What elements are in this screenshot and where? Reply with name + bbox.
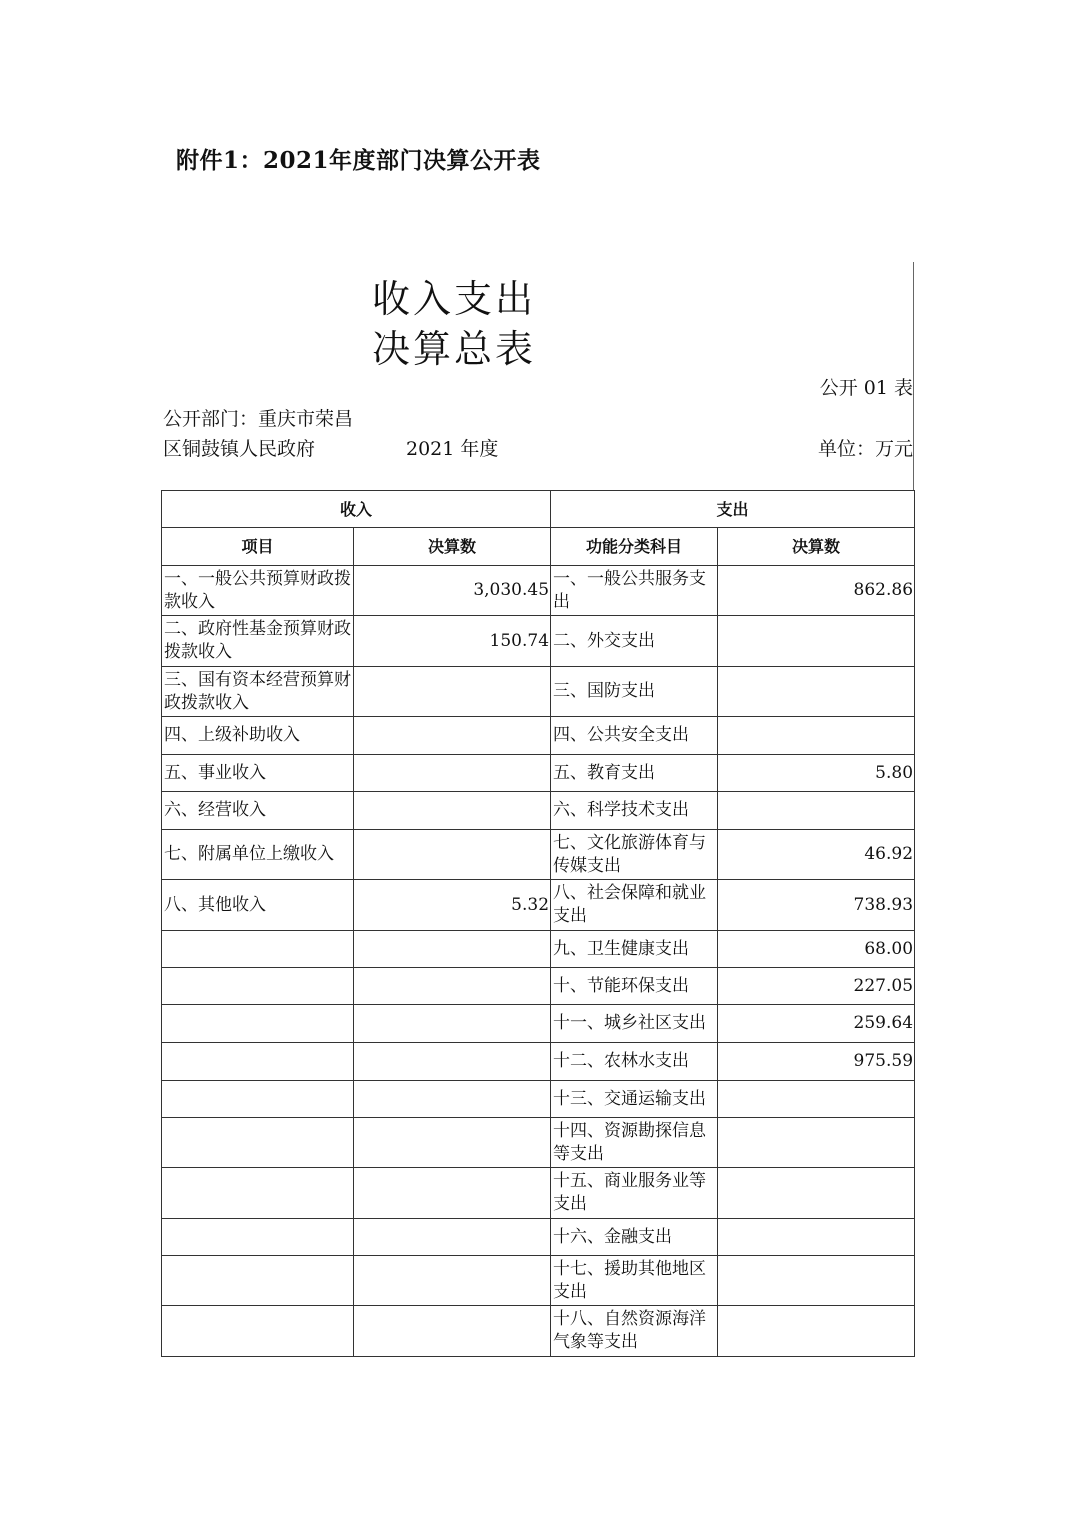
expense-item-cell: 十六、金融支出	[551, 1219, 718, 1256]
income-amount-cell	[354, 1168, 551, 1219]
table-row	[162, 931, 915, 968]
income-amount-cell	[354, 755, 551, 792]
expense-item-cell: 十五、商业服务业等支出	[551, 1168, 718, 1219]
expense-item-cell: 十七、援助其他地区支出	[551, 1256, 718, 1306]
income-amount-cell: 5.32	[354, 880, 551, 931]
table-title-line1: 收入支出	[372, 277, 537, 321]
expense-item-cell: 十一、城乡社区支出	[551, 1005, 718, 1043]
year-label: 2021 年度	[406, 438, 499, 460]
expense-amount-cell: 68.00	[718, 931, 915, 968]
department-label: 公开部门：重庆市荣昌区铜鼓镇人民政府	[163, 408, 354, 460]
expense-item-cell: 十二、农林水支出	[551, 1043, 718, 1081]
expense-amount-cell	[718, 1118, 915, 1168]
table-row	[162, 667, 915, 717]
expense-amount-cell: 738.93	[718, 880, 915, 931]
income-header: 收入	[162, 491, 551, 528]
income-item-cell: 一、一般公共预算财政拨款收入	[162, 566, 354, 616]
expense-amount-cell	[718, 1306, 915, 1357]
category-header: 功能分类科目	[551, 528, 718, 566]
expense-item-cell: 十八、自然资源海洋气象等支出	[551, 1306, 718, 1357]
income-item-cell	[162, 1168, 354, 1219]
amount-header: 决算数	[354, 528, 551, 566]
table-row	[162, 717, 915, 755]
income-item-cell	[162, 968, 354, 1005]
expense-item-cell: 十三、交通运输支出	[551, 1081, 718, 1118]
income-item-cell: 七、附属单位上缴收入	[162, 830, 354, 880]
table-title-line2: 决算总表	[372, 327, 537, 371]
expense-amount-header: 决算数	[718, 528, 915, 566]
income-amount-cell	[354, 667, 551, 717]
expense-amount-cell: 5.80	[718, 755, 915, 792]
expense-amount-cell	[718, 1256, 915, 1306]
table-number: 公开 01 表	[819, 377, 913, 399]
income-item-cell	[162, 1256, 354, 1306]
table-row	[162, 1118, 915, 1168]
table-row	[162, 880, 915, 931]
income-amount-cell	[354, 717, 551, 755]
income-item-cell: 八、其他收入	[162, 880, 354, 931]
table-row	[162, 830, 915, 880]
table-body	[162, 566, 915, 1357]
income-amount-cell	[354, 1005, 551, 1043]
income-amount-cell: 3,030.45	[354, 566, 551, 616]
expense-amount-cell: 46.92	[718, 830, 915, 880]
expense-item-cell: 一、一般公共服务支出	[551, 566, 718, 616]
expense-item-cell: 七、文化旅游体育与传媒支出	[551, 830, 718, 880]
table-row	[162, 1043, 915, 1081]
expense-amount-cell: 227.05	[718, 968, 915, 1005]
income-item-cell	[162, 1043, 354, 1081]
expense-amount-cell	[718, 616, 915, 667]
expense-item-cell: 二、外交支出	[551, 616, 718, 667]
income-item-cell: 三、国有资本经营预算财政拨款收入	[162, 667, 354, 717]
table-row	[162, 616, 915, 667]
expense-amount-cell	[718, 1081, 915, 1118]
income-item-cell	[162, 1118, 354, 1168]
budget-summary-table	[161, 490, 915, 1357]
income-item-cell	[162, 1306, 354, 1357]
income-item-cell: 六、经营收入	[162, 792, 354, 830]
expense-item-cell: 四、公共安全支出	[551, 717, 718, 755]
income-amount-cell	[354, 1081, 551, 1118]
income-amount-cell	[354, 1256, 551, 1306]
income-amount-cell	[354, 830, 551, 880]
income-amount-cell: 150.74	[354, 616, 551, 667]
income-amount-cell	[354, 792, 551, 830]
income-item-cell	[162, 1005, 354, 1043]
income-item-cell	[162, 931, 354, 968]
table-row	[162, 1306, 915, 1357]
income-amount-cell	[354, 1118, 551, 1168]
expense-item-cell: 三、国防支出	[551, 667, 718, 717]
income-item-cell: 二、政府性基金预算财政拨款收入	[162, 616, 354, 667]
table-row	[162, 1256, 915, 1306]
income-item-cell: 五、事业收入	[162, 755, 354, 792]
income-item-cell	[162, 1219, 354, 1256]
table-row	[162, 792, 915, 830]
expense-item-cell: 十、节能环保支出	[551, 968, 718, 1005]
vertical-divider	[913, 262, 914, 491]
income-item-cell	[162, 1081, 354, 1118]
income-item-cell: 四、上级补助收入	[162, 717, 354, 755]
expense-item-cell: 九、卫生健康支出	[551, 931, 718, 968]
table-row	[162, 755, 915, 792]
expense-amount-cell	[718, 1219, 915, 1256]
expense-item-cell: 六、科学技术支出	[551, 792, 718, 830]
table-row	[162, 1005, 915, 1043]
expense-amount-cell: 975.59	[718, 1043, 915, 1081]
table-row	[162, 1168, 915, 1219]
table-row	[162, 968, 915, 1005]
unit-label: 单位：万元	[817, 438, 913, 460]
table-row	[162, 1219, 915, 1256]
expense-amount-cell: 259.64	[718, 1005, 915, 1043]
expense-amount-cell	[718, 717, 915, 755]
income-amount-cell	[354, 968, 551, 1005]
table-row	[162, 566, 915, 616]
income-amount-cell	[354, 1306, 551, 1357]
expense-item-cell: 十四、资源勘探信息等支出	[551, 1118, 718, 1168]
item-header: 项目	[162, 528, 354, 566]
income-amount-cell	[354, 1043, 551, 1081]
expense-item-cell: 八、社会保障和就业支出	[551, 880, 718, 931]
attachment-title: 附件1：2021年度部门决算公开表	[176, 147, 541, 174]
expense-header: 支出	[551, 491, 915, 528]
table-row	[162, 1081, 915, 1118]
expense-item-cell: 五、教育支出	[551, 755, 718, 792]
expense-amount-cell	[718, 1168, 915, 1219]
income-amount-cell	[354, 1219, 551, 1256]
expense-amount-cell	[718, 792, 915, 830]
income-amount-cell	[354, 931, 551, 968]
expense-amount-cell: 862.86	[718, 566, 915, 616]
expense-amount-cell	[718, 667, 915, 717]
